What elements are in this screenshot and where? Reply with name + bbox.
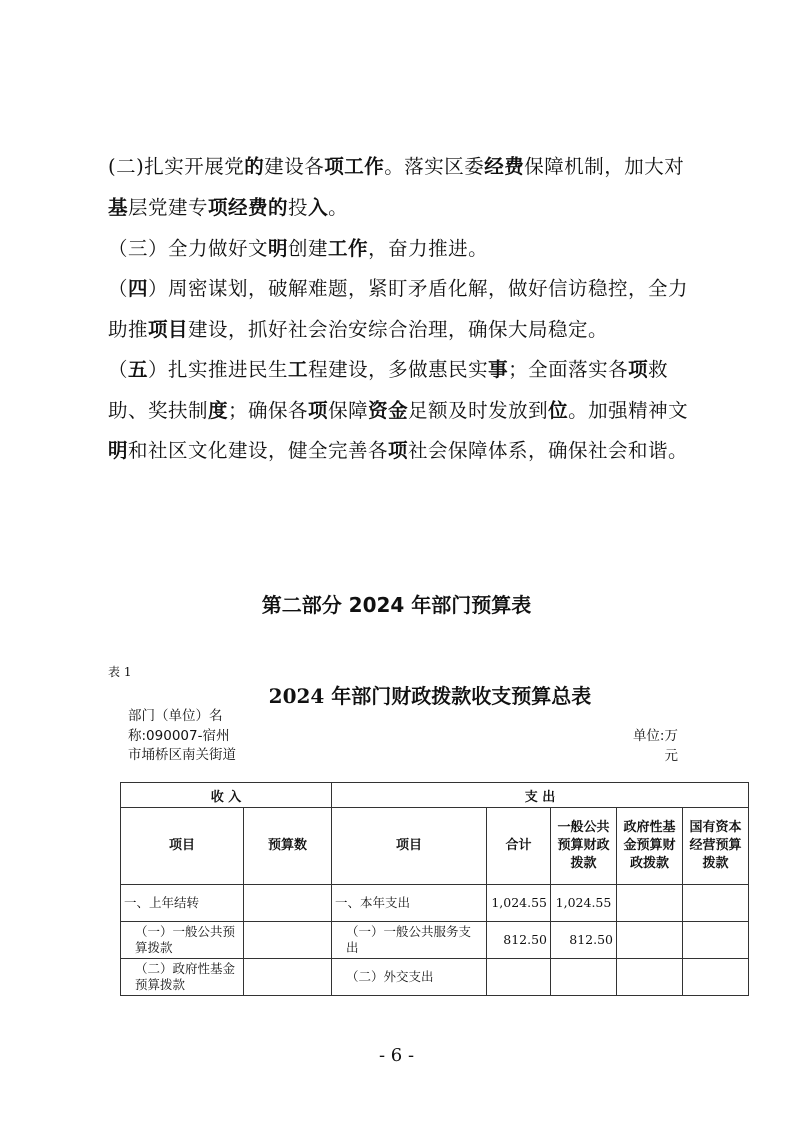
paragraph-text: 和社区文化建设，健全完善各: [128, 439, 389, 462]
table-row: [121, 922, 749, 959]
state-capital-cell: [683, 959, 749, 996]
paragraph-stability: [108, 269, 698, 350]
department-label: 部门（单位）名称:090007-宿州市埇桥区南关街道: [128, 708, 236, 763]
table-row: [121, 959, 749, 996]
col-general-budget: 一般公共预算财政拨款: [551, 808, 617, 885]
emphasis-text: 五: [128, 358, 149, 381]
general-cell: 1,024.55: [551, 885, 617, 922]
part-title: 第二部分 2024 年部门预算表: [261, 593, 532, 617]
emphasis-text: 四: [128, 277, 149, 300]
emphasis-text: 入: [308, 195, 329, 219]
emphasis-text: 经费: [484, 155, 525, 178]
total-cell: 812.50: [487, 922, 551, 959]
paragraph-text: （: [108, 277, 129, 300]
emphasis-text: 工作: [328, 237, 369, 260]
emphasis-text: 项: [308, 398, 329, 422]
paragraph-text: 保障机制，加大对: [524, 155, 685, 178]
total-cell: [487, 959, 551, 996]
total-cell: 1,024.55: [487, 885, 551, 922]
paragraph-text: 建设各: [264, 155, 325, 178]
expense-header: 支 出: [332, 783, 749, 808]
gov-fund-cell: [617, 885, 683, 922]
expense-item-cell: （一）一般公共服务支出: [332, 922, 487, 959]
col-total: 合计: [487, 808, 551, 885]
income-budget-cell: [244, 885, 332, 922]
general-cell: [551, 959, 617, 996]
emphasis-text: 项工作: [324, 155, 385, 178]
state-capital-cell: [683, 885, 749, 922]
paragraph-text: 层党建专: [128, 195, 209, 219]
emphasis-text: 度: [208, 398, 229, 422]
emphasis-text: 工: [288, 358, 309, 381]
paragraph-text: 创建: [288, 237, 329, 260]
emphasis-text: 项经费的: [208, 195, 289, 219]
col-income-item: 项目: [121, 808, 244, 885]
table-number: 表 1: [108, 665, 132, 679]
income-item-cell: （二）政府性基金预算拨款: [121, 959, 244, 996]
emphasis-text: 项目: [148, 317, 189, 341]
paragraph-text: 保障: [328, 398, 369, 422]
emphasis-text: 明: [268, 237, 289, 260]
unit-label: 单位:万元: [632, 728, 678, 764]
expense-item-cell: 一、本年支出: [332, 885, 487, 922]
income-budget-cell: [244, 922, 332, 959]
page-number: - 6 -: [378, 1045, 415, 1066]
paragraph-text: (二)扎实开展党: [108, 155, 245, 178]
income-item-cell: （一）一般公共预算拨款: [121, 922, 244, 959]
paragraph-livelihood: [108, 350, 698, 472]
income-budget-cell: [244, 959, 332, 996]
gov-fund-cell: [617, 959, 683, 996]
budget-summary-table: [120, 782, 749, 996]
paragraph-text: ；确保各: [228, 398, 309, 422]
paragraph-party-building: [108, 147, 698, 228]
paragraph-text: ，奋力推进。: [368, 237, 489, 260]
emphasis-text: 的: [244, 155, 265, 178]
state-capital-cell: [683, 922, 749, 959]
paragraph-text: 投: [288, 195, 309, 219]
paragraph-text: （三）全力做好文: [108, 237, 269, 260]
gov-fund-cell: [617, 922, 683, 959]
expense-item-cell: （二）外交支出: [332, 959, 487, 996]
emphasis-text: 位: [548, 398, 569, 422]
paragraph-text: ）扎实推进民生: [148, 358, 289, 381]
table-title: 2024 年部门财政拨款收支预算总表: [268, 684, 592, 708]
emphasis-text: 项: [628, 358, 649, 381]
emphasis-text: 资金: [368, 398, 409, 422]
income-item-cell: 一、上年结转: [121, 885, 244, 922]
col-gov-fund: 政府性基金预算财政拨款: [617, 808, 683, 885]
col-expense-item: 项目: [332, 808, 487, 885]
paragraph-text: 。落实区委: [384, 155, 485, 178]
paragraph-text: 程建设，多做惠民实: [308, 358, 489, 381]
paragraph-text: 建设，抓好社会治安综合治理，确保大局稳定。: [188, 317, 609, 341]
paragraph-civilization: [108, 229, 698, 270]
emphasis-text: 事: [488, 358, 509, 381]
paragraph-text: 。加强精神文: [568, 398, 689, 422]
paragraph-text: 社会保障体系，确保社会和谐。: [408, 439, 689, 462]
col-income-budget: 预算数: [244, 808, 332, 885]
emphasis-text: 基: [108, 195, 129, 219]
paragraph-text: 足额及时发放到: [408, 398, 549, 422]
general-cell: 812.50: [551, 922, 617, 959]
paragraph-text: 。: [328, 195, 349, 219]
paragraph-text: ；全面落实各: [508, 358, 629, 381]
emphasis-text: 明: [108, 439, 129, 462]
table-row: [121, 885, 749, 922]
col-state-capital: 国有资本经营预算拨款: [683, 808, 749, 885]
paragraph-text: ）周密谋划，破解难题，紧盯矛盾化解，做好信访稳控，全力助推: [108, 277, 689, 341]
emphasis-text: 项: [388, 439, 409, 462]
paragraph-text: （: [108, 358, 129, 381]
income-header: 收 入: [121, 783, 332, 808]
paragraph-text: 救助、奖扶制: [108, 358, 669, 422]
